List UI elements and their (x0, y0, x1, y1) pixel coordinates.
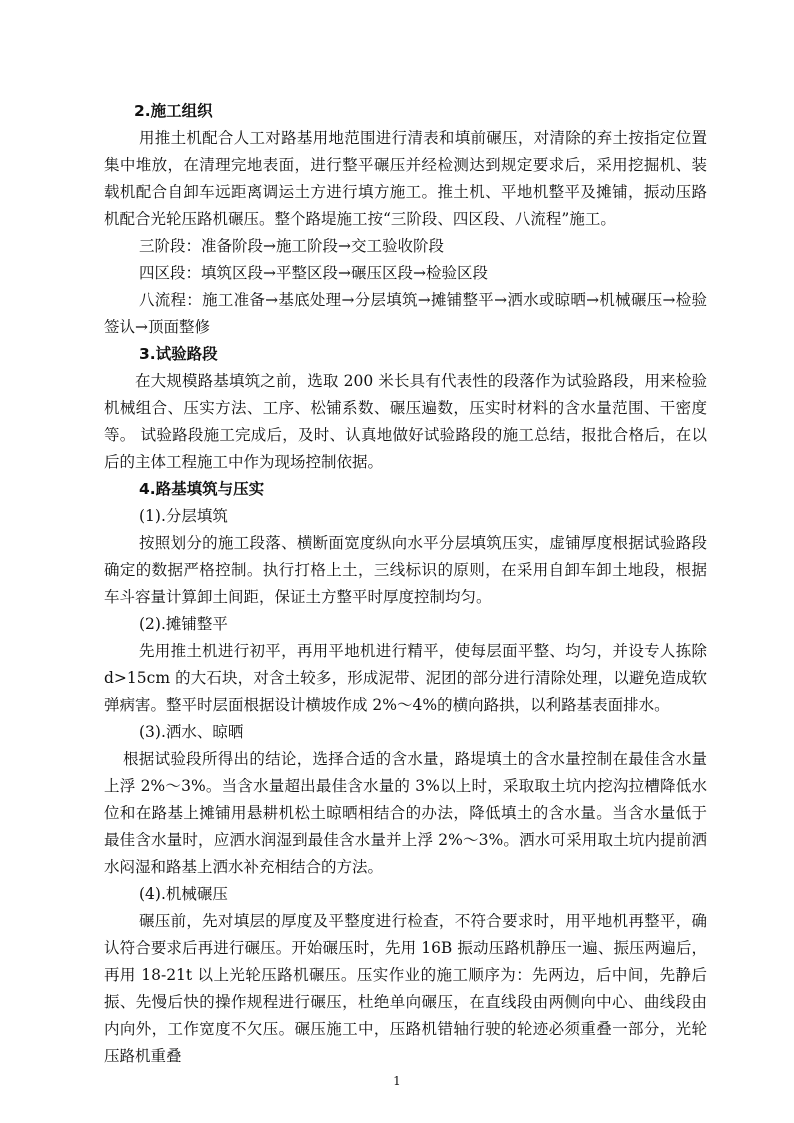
subsection-1-paragraph: 按照划分的施工段落、横断面宽度纵向水平分层填筑压实，虚铺厚度根据试验路段确定的数据严格控制。执行打格上土，三线标识的原则，在采用自卸车卸土地段，根据车斗容量计算卸土间距，保证土方整平时厚度控制均匀。 (104, 534, 707, 606)
subsection-2-paragraph: 先用推土机进行初平，再用平地机进行精平，使每层面平整、均匀，并设专人拣除d>15cm 的大石块，对含土较多，形成泥带、泥团的部分进行清除处理，以避免造成软弹病害。整平时层面根据设计横坡作成 2%～4%的横向路拱，以利路基表面排水。 (104, 642, 707, 714)
subsection-2-title: (2).摊铺整平 (139, 615, 228, 633)
subsection-4-title: (4).机械碾压 (139, 885, 228, 903)
subsection-1-title: (1).分层填筑 (139, 507, 228, 525)
subsection-3-title: (3).洒水、晾晒 (139, 723, 244, 741)
section-3-heading: 3.试验路段 (139, 345, 218, 363)
document-body (104, 98, 707, 1070)
section-2-paragraph: 用推土机配合人工对路基用地范围进行清表和填前碾压，对清除的弃土按指定位置集中堆放，在清理完地表面，进行整平碾压并经检测达到规定要求后，采用挖掘机、装载机配合自卸车远距离调运土方进行填方施工。推土机、平地机整平及摊铺，振动压路机配合光轮压路机碾压。整个路堤施工按“三阶段、四区段、八流程”施工。 (104, 129, 707, 228)
section-2-heading: 2.施工组织 (134, 102, 213, 120)
page-number: 1 (393, 1074, 401, 1088)
eight-processes-line: 八流程：施工准备→基底处理→分层填筑→摊铺整平→洒水或晾晒→机械碾压→检验签认→顶面整修 (104, 291, 707, 336)
four-zones-line: 四区段：填筑区段→平整区段→碾压区段→检验区段 (139, 264, 488, 282)
three-stages-line: 三阶段：准备阶段→施工阶段→交工验收阶段 (139, 237, 444, 255)
section-3-paragraph: 在大规模路基填筑之前，选取 200 米长具有代表性的段落作为试验路段，用来检验机械组合、压实方法、工序、松铺系数、碾压遍数，压实时材料的含水量范围、干密度等。 试验路段施工完成后，及时、认真地做好试验路段的施工总结，报批合格后，在以后的主体工程施工中作为现场控制依据。 (104, 372, 707, 471)
section-4-heading: 4.路基填筑与压实 (139, 480, 265, 498)
subsection-3-paragraph: 根据试验段所得出的结论，选择合适的含水量，路堤填土的含水量控制在最佳含水量上浮 2%～3%。当含水量超出最佳含水量的 3%以上时，采取取土坑内挖沟拉槽降低水位和在路基上摊铺用悬耕机松土晾晒相结合的办法，降低填土的含水量。当含水量低于最佳含水量时，应洒水润湿到最佳含水量并上浮 2%～3%。洒水可采用取土坑内提前洒水闷湿和路基上洒水补充相结合的方法。 (104, 750, 707, 876)
subsection-4-paragraph: 碾压前，先对填层的厚度及平整度进行检查，不符合要求时，用平地机再整平，确认符合要求后再进行碾压。开始碾压时，先用 16B 振动压路机静压一遍、振压两遍后，再用 18-21t 以上光轮压路机碾压。压实作业的施工顺序为：先两边，后中间，先静后振、先慢后快的操作规程进行碾压，杜绝单向碾压，在直线段由两侧向中心、曲线段由内向外，工作宽度不欠压。碾压施工中，压路机错轴行驶的轮迹必须重叠一部分，光轮压路机重叠 (104, 912, 707, 1065)
